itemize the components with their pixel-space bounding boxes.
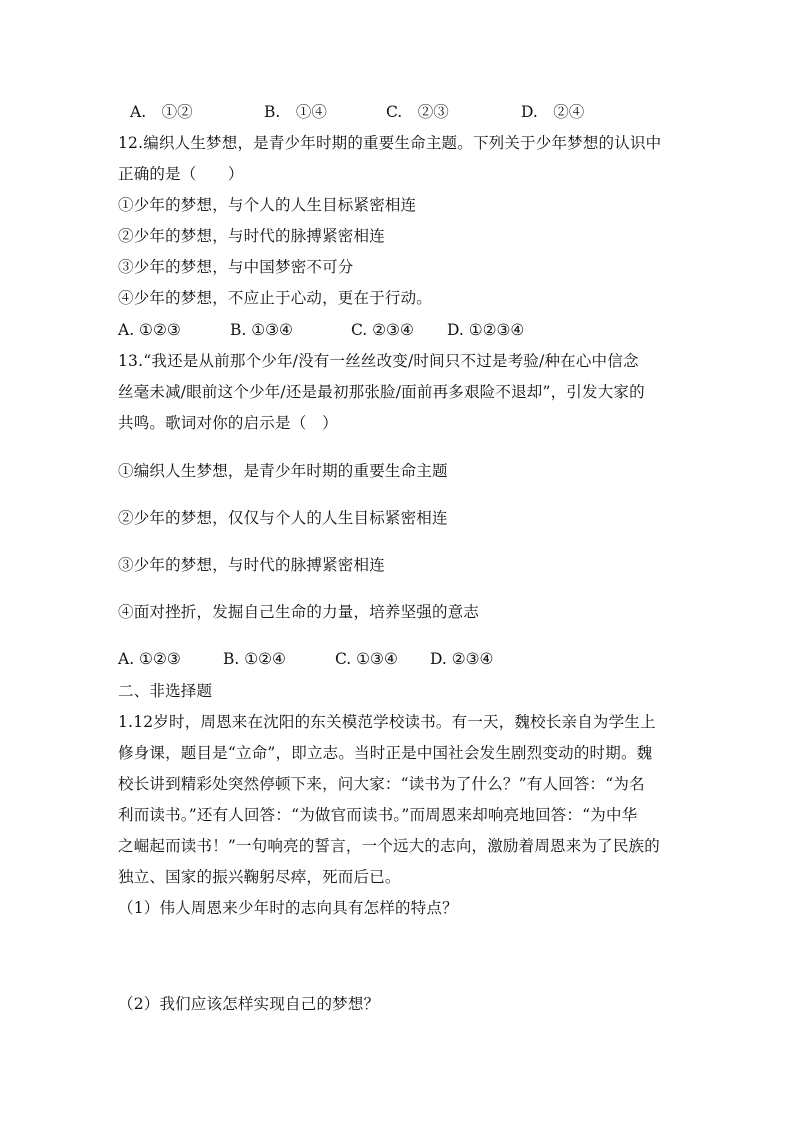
passage-line-3: 校长讲到精彩处突然停顿下来，问大家：“读书为了什么？”有人回答：“为名 — [118, 775, 645, 793]
q13-option-c: C. ①③④ — [335, 650, 398, 668]
q13-option-d: D. ②③④ — [430, 650, 494, 668]
section-2-heading: 二、非选择题 — [118, 682, 213, 700]
sub-question-2: （2）我们应该怎样实现自己的梦想？ — [118, 995, 380, 1013]
passage-line-5: 之崛起而读书！”一句响亮的誓言，一个远大的志向，激励着周恩来为了民族的 — [118, 837, 660, 855]
passage-line-4: 利而读书。”还有人回答：“为做官而读书。”而周恩来却响亮地回答：“为中华 — [118, 806, 638, 824]
q13-option-a: A. ①②③ — [118, 650, 181, 668]
q12-item-4: ④少年的梦想，不应止于心动，更在于行动。 — [118, 289, 433, 307]
q11-option-a: A. ①② — [130, 103, 193, 121]
q13-stem-line-3: 共鸣。歌词对你的启示是（ ） — [118, 414, 338, 432]
q13-item-1: ①编织人生梦想，是青少年时期的重要生命主题 — [118, 462, 448, 480]
q12-option-a: A. ①②③ — [118, 321, 181, 339]
q13-option-b: B. ①②④ — [223, 650, 286, 668]
q13-stem-line-1: 13.“我还是从前那个少年/没有一丝丝改变/时间只不过是考验/种在心中信念 — [118, 352, 639, 370]
q12-option-c: C. ②③④ — [351, 321, 414, 339]
q13-item-2: ②少年的梦想，仅仅与个人的人生目标紧密相连 — [118, 509, 448, 527]
passage-line-1: 1.12岁时，周恩来在沈阳的东关模范学校读书。有一天，魏校长亲自为学生上 — [118, 713, 656, 731]
q12-item-3: ③少年的梦想，与中国梦密不可分 — [118, 258, 354, 276]
q12-stem-line-1: 12.编织人生梦想，是青少年时期的重要生命主题。下列关于少年梦想的认识中 — [118, 134, 662, 152]
q12-option-b: B. ①③④ — [230, 321, 293, 339]
q12-item-2: ②少年的梦想，与时代的脉搏紧密相连 — [118, 227, 385, 245]
q11-option-d: D. ②④ — [521, 103, 585, 121]
q11-option-c: C. ②③ — [386, 103, 449, 121]
q12-item-1: ①少年的梦想，与个人的人生目标紧密相连 — [118, 196, 417, 214]
q13-item-3: ③少年的梦想，与时代的脉搏紧密相连 — [118, 556, 385, 574]
passage-line-6: 独立、国家的振兴鞠躬尽瘁，死而后已。 — [118, 868, 401, 886]
sub-question-1: （1）伟人周恩来少年时的志向具有怎样的特点？ — [118, 899, 458, 917]
q12-stem-line-2: 正确的是（ ） — [118, 165, 244, 183]
passage-line-2: 修身课，题目是“立命”，即立志。当时正是中国社会发生剧烈变动的时期。魏 — [118, 744, 653, 762]
q12-option-d: D. ①②③④ — [447, 321, 525, 339]
q13-item-4: ④面对挫折，发掘自己生命的力量，培养坚强的意志 — [118, 603, 480, 621]
q11-option-b: B. ①④ — [264, 103, 327, 121]
q13-stem-line-2: 丝毫未减/眼前这个少年/还是最初那张脸/面前再多艰险不退却”，引发大家的 — [118, 383, 645, 401]
